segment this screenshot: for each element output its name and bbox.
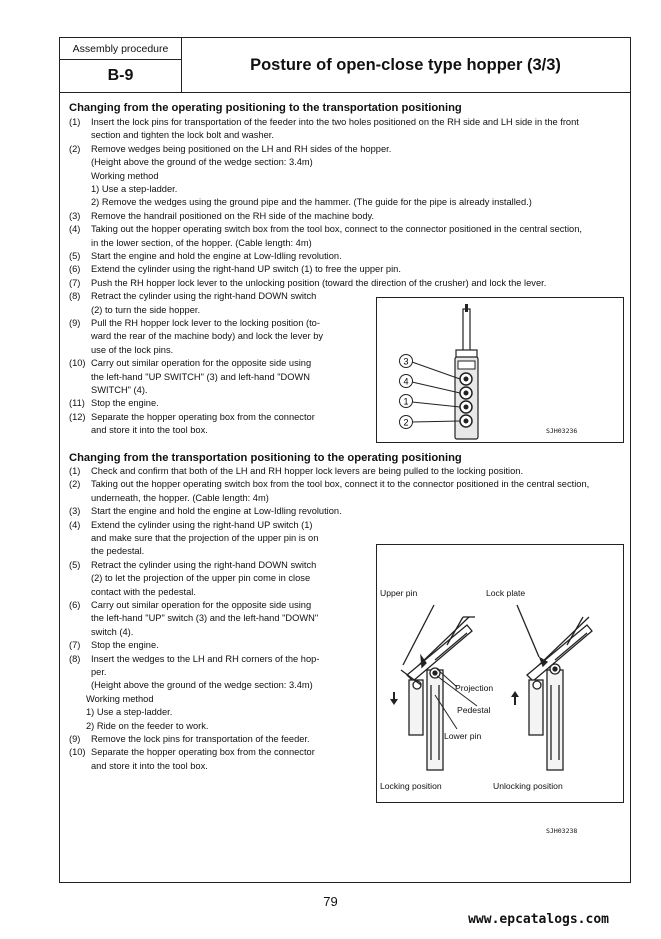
step-text: 1) Use a step-ladder. [91, 183, 178, 194]
step-text: underneath, the hopper. (Cable length: 4m) [91, 492, 269, 503]
step-text: and store it into the tool box. [91, 760, 208, 771]
step-number: (5) [69, 559, 81, 570]
step-text: ward the rear of the machine body) and lock the lever by [91, 331, 324, 342]
lock-position-figure [376, 544, 624, 835]
step-text: Insert the lock pins for transportation of the feeder into the two holes positioned on the RH side and LH side in the front [91, 117, 579, 127]
step-number: (1) [69, 117, 81, 127]
step-number: (9) [69, 734, 81, 744]
step-text: Taking out the hopper operating switch box from the tool box, connect to the connector positioned in the central section, [91, 224, 582, 235]
figure2-code: SJH03238 [546, 827, 578, 835]
step-text: Remove the handrail positioned on the RH side of the machine body. [91, 210, 375, 221]
step-number: (6) [69, 264, 81, 275]
step-text: Remove wedges being positioned on the LH and RH sides of the hopper. [91, 143, 392, 154]
step-number: (1) [69, 466, 81, 476]
page-title: Posture of open-close type hopper (3/3) [181, 38, 630, 93]
step-text: Remove the lock pins for transportation of the feeder. [91, 734, 310, 744]
section1-title: Changing from the operating positioning to the transportation positioning [69, 102, 462, 114]
step-text: Stop the engine. [91, 398, 159, 409]
label-lower-pin: Lower pin [444, 731, 482, 741]
step-text: Push the RH hopper lock lever to the unlocking position (toward the direction of the crusher) and lock the lever. [91, 277, 547, 288]
step-number: (7) [69, 277, 81, 288]
step-text: SWITCH" (4). [91, 384, 148, 395]
header-code: B-9 [60, 59, 182, 93]
step-text: Start the engine and hold the engine at Low-Idling revolution. [91, 251, 342, 261]
callout-2: 2 [403, 417, 409, 428]
header-label: Assembly procedure [60, 38, 182, 60]
step-text: and store it into the tool box. [91, 425, 208, 436]
step-text: Stop the engine. [91, 640, 159, 651]
step-text: Start the engine and hold the engine at Low-Idling revolution. [91, 506, 342, 517]
page-frame [59, 37, 631, 883]
step-number: (2) [69, 479, 81, 490]
lock-position-drawing [377, 545, 625, 804]
step-text: (2) to let the projection of the upper pin come in close [91, 573, 311, 584]
step-text: contact with the pedestal. [91, 586, 196, 597]
step-text: Extend the cylinder using the right-hand UP switch (1) [91, 519, 313, 530]
label-unlocking-position: Unlocking position [493, 781, 563, 791]
step-text: (Height above the ground of the wedge section: 3.4m) [91, 157, 313, 168]
step-number: (3) [69, 506, 81, 517]
callout-3: 3 [403, 356, 409, 367]
label-locking-position: Locking position [380, 781, 442, 791]
step-number: (10) [69, 747, 86, 758]
step-text: the pedestal. [91, 546, 145, 557]
callout-4: 4 [403, 376, 409, 387]
step-text: (2) to turn the side hopper. [91, 304, 201, 315]
label-pedestal: Pedestal [457, 705, 491, 715]
page-number: 79 [323, 894, 338, 909]
step-text: Retract the cylinder using the right-hand DOWN switch [91, 291, 317, 302]
section2-title: Changing from the transportation positioning to the operating positioning [69, 452, 462, 464]
step-text: section and tighten the lock bolt and washer. [91, 130, 274, 141]
label-projection: Projection [455, 683, 494, 693]
step-number: (5) [69, 251, 81, 261]
figure1-code: SJH03236 [546, 427, 578, 435]
step-text: in the lower section, of the hopper. (Cable length: 4m) [91, 237, 312, 248]
step-number: (4) [69, 519, 81, 530]
step-text: 2) Remove the wedges using the ground pipe and the hammer. (The guide for the pipe is already installed.) [91, 197, 532, 208]
step-number: (11) [69, 398, 85, 409]
step-text: Carry out similar operation for the opposite side using [91, 358, 312, 369]
step-text: Extend the cylinder using the right-hand UP switch (1) to free the upper pin. [91, 264, 401, 275]
step-number: (6) [69, 600, 81, 610]
step-text: Working method [91, 170, 159, 181]
step-text: switch (4). [91, 626, 134, 637]
step-number: (8) [69, 291, 81, 302]
callout-1: 1 [403, 396, 409, 407]
step-text: Retract the cylinder using the right-hand DOWN switch [91, 559, 317, 570]
step-text: Separate the hopper operating box from the connector [91, 411, 315, 422]
step-text: use of the lock pins. [91, 344, 174, 355]
step-number: (8) [69, 653, 81, 664]
step-number: (9) [69, 318, 81, 328]
step-text: Separate the hopper operating box from the connector [91, 747, 315, 758]
working-method-heading: Working method [86, 693, 154, 704]
step-text: Pull the RH hopper lock lever to the locking position (to- [91, 318, 320, 328]
label-lock-plate: Lock plate [486, 588, 526, 598]
label-upper-pin: Upper pin [380, 588, 418, 598]
step-number: (12) [69, 411, 86, 422]
step-text: Check and confirm that both of the LH and RH hopper lock levers are being pulled to the locking position. [91, 466, 524, 476]
step-text: the left-hand "UP" switch (3) and the left-hand "DOWN" [91, 613, 319, 624]
step-text: per. [91, 666, 107, 677]
step-text: Insert the wedges to the LH and RH corners of the hop- [91, 653, 320, 664]
working-method-step: 2) Ride on the feeder to work. [86, 720, 209, 731]
watermark: www.epcatalogs.com [468, 912, 609, 927]
step-text: the left-hand "UP SWITCH" (3) and left-hand "DOWN [91, 371, 310, 382]
step-number: (3) [69, 210, 81, 221]
switch-box-figure [376, 297, 624, 443]
working-method-step: 1) Use a step-ladder. [86, 707, 173, 718]
step-number: (7) [69, 640, 81, 651]
step-text: (Height above the ground of the wedge section: 3.4m) [91, 680, 313, 691]
step-text: Taking out the hopper operating switch box from the tool box, connect it to the connector positioned in the central section, [91, 479, 590, 490]
step-number: (4) [69, 224, 81, 235]
step-text: and make sure that the projection of the upper pin is on [91, 532, 319, 543]
step-number: (2) [69, 143, 81, 154]
step-number: (10) [69, 358, 86, 369]
step-text: Carry out similar operation for the opposite side using [91, 600, 312, 610]
switch-box-drawing [377, 298, 625, 444]
